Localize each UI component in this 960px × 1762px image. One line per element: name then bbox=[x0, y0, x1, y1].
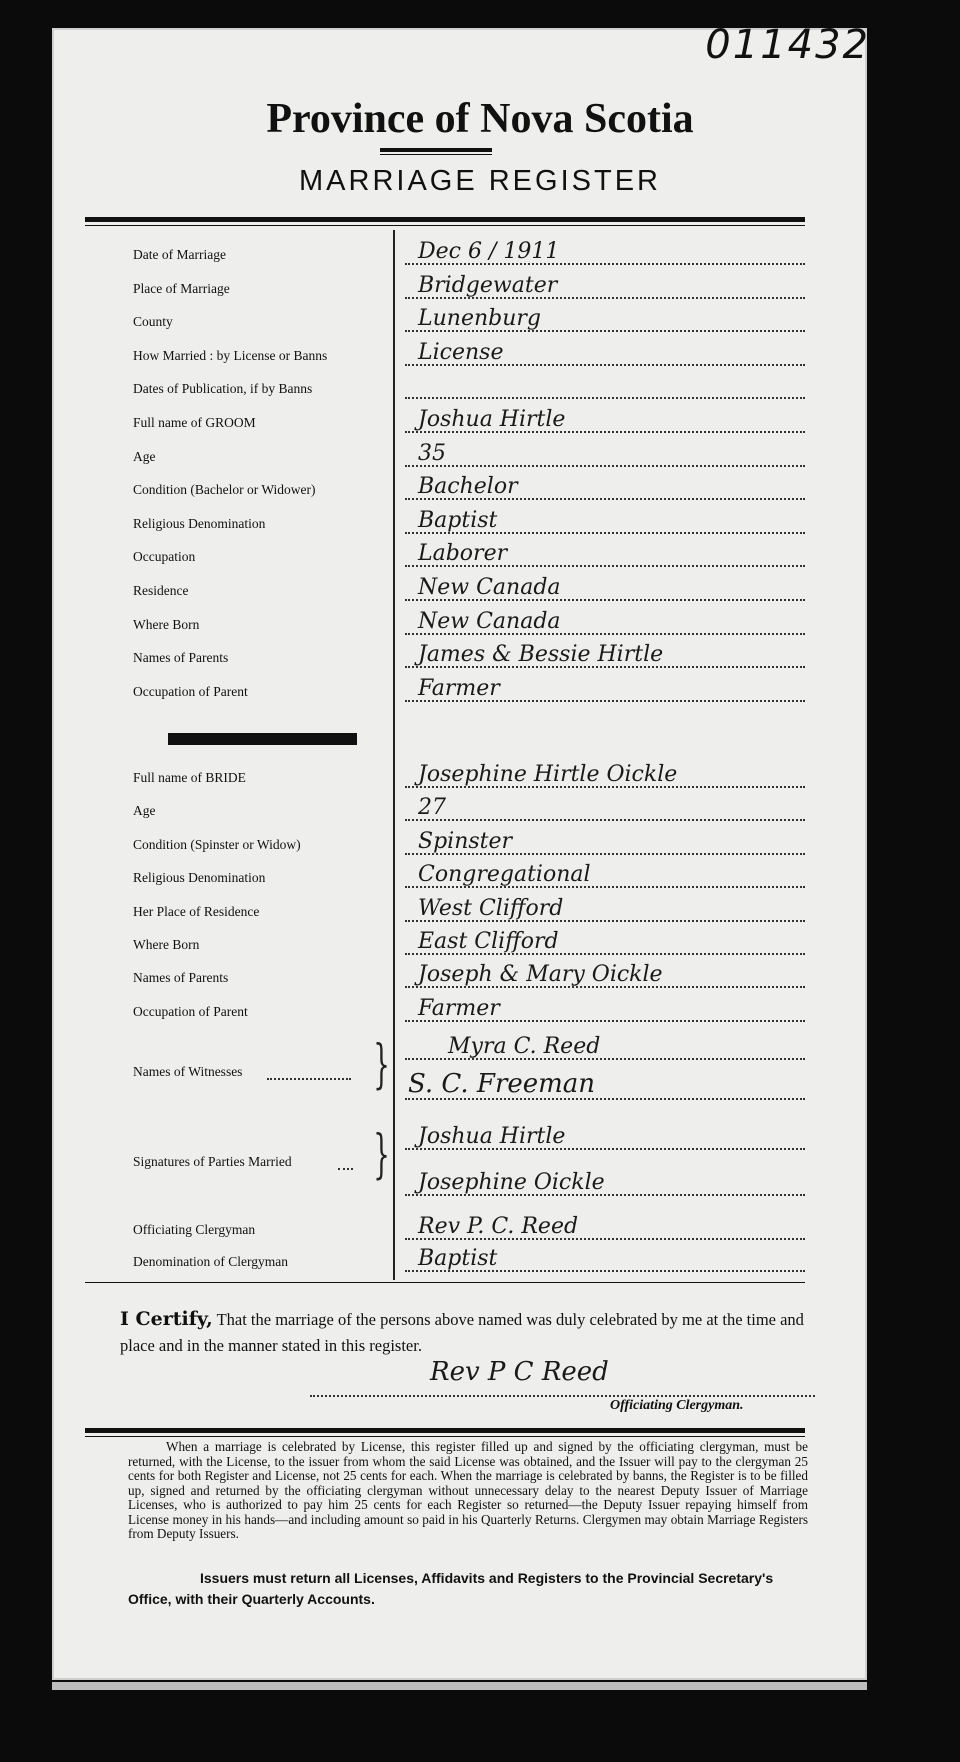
field-value: Rev P. C. Reed bbox=[418, 1214, 579, 1239]
field-label: Where Born bbox=[133, 937, 200, 952]
field-label: Officiating Clergyman bbox=[133, 1222, 256, 1237]
signature-line bbox=[310, 1395, 815, 1397]
field-label: Where Born bbox=[133, 616, 200, 632]
field-value: License bbox=[418, 339, 504, 365]
form-title: Province of Nova Scotia bbox=[266, 96, 694, 142]
field-label: Date of Marriage bbox=[133, 247, 226, 262]
entry-line bbox=[405, 819, 805, 821]
bride-field-row bbox=[133, 828, 805, 855]
groom-field-row bbox=[133, 642, 805, 668]
certify-text: That the marriage of the persons above named was duly celebrated by me at the time and place and in the manner stated in this register. bbox=[120, 1310, 804, 1355]
field-label: Occupation of Parent bbox=[133, 1003, 248, 1019]
field-value: Baptist bbox=[418, 1246, 498, 1271]
notes-rule-thin bbox=[85, 1436, 805, 1437]
field-value: New Canada bbox=[418, 575, 561, 600]
field-value: 27 bbox=[418, 795, 446, 821]
field-value: Joseph & Mary Oickle bbox=[418, 962, 663, 988]
field-label: Religious Denomination bbox=[133, 515, 266, 531]
form-subtitle: MARRIAGE REGISTER bbox=[299, 165, 661, 197]
field-value: New Canada bbox=[418, 608, 561, 634]
field-label: Full name of BRIDE bbox=[133, 770, 246, 785]
bride-field-row bbox=[133, 929, 805, 955]
field-value: 35 bbox=[418, 440, 446, 466]
groom-field-row bbox=[133, 407, 805, 433]
field-label: Full name of GROOM bbox=[133, 415, 256, 430]
field-value: Bridgewater bbox=[418, 272, 558, 298]
notes-rule bbox=[85, 1428, 805, 1433]
bride-field-row bbox=[133, 795, 805, 821]
clergy-field-row bbox=[133, 1214, 805, 1240]
field-value: James & Bessie Hirtle bbox=[418, 642, 664, 668]
header-rule-thin bbox=[85, 225, 805, 226]
witnesses-brace: } bbox=[373, 1035, 390, 1095]
field-value: Lunenburg bbox=[418, 306, 541, 332]
party-2-row bbox=[133, 1170, 805, 1196]
groom-field-row bbox=[133, 675, 805, 702]
field-label: Occupation bbox=[133, 549, 196, 565]
party-2-signature: Josephine Oickle bbox=[418, 1170, 605, 1195]
field-label: Signatures of Parties Married bbox=[133, 1154, 292, 1169]
field-value: Farmer bbox=[418, 675, 500, 701]
groom-field-row bbox=[133, 440, 805, 467]
register-number: 011432 bbox=[705, 22, 870, 68]
groom-field-row bbox=[133, 239, 805, 265]
field-value: Laborer bbox=[418, 541, 508, 567]
field-label: Age bbox=[133, 803, 156, 819]
field-value: Dec 6 / 1911 bbox=[418, 239, 560, 264]
clergyman-signature: Rev P C Reed bbox=[430, 1357, 609, 1387]
clergy-field-row bbox=[133, 1246, 805, 1272]
bride-field-row bbox=[133, 862, 805, 888]
field-label: Names of Parents bbox=[133, 650, 229, 666]
certification-paragraph bbox=[120, 1306, 810, 1359]
field-value: Baptist bbox=[418, 507, 498, 533]
groom-field-row bbox=[133, 379, 805, 399]
party-1-signature: Joshua Hirtle bbox=[418, 1124, 566, 1149]
parties-row bbox=[133, 1152, 805, 1172]
paper-edge bbox=[52, 1682, 867, 1690]
certify-lead: I Certify, bbox=[120, 1308, 213, 1330]
issuers-notice: Issuers must return all Licenses, Affidavits and Registers to the Provincial Secretary's Office, with their Quarterly Accounts. bbox=[128, 1570, 774, 1607]
field-label: Denomination of Clergyman bbox=[133, 1254, 288, 1269]
field-label: Dates of Publication, if by Banns bbox=[133, 381, 313, 397]
field-label: Condition (Bachelor or Widower) bbox=[133, 482, 316, 498]
field-label: Her Place of Residence bbox=[133, 903, 260, 919]
field-label: Residence bbox=[133, 583, 189, 598]
witness-1-row bbox=[133, 1034, 805, 1060]
title-ornament-rule-thin bbox=[380, 154, 492, 155]
groom-field-row bbox=[133, 541, 805, 567]
leader-dots bbox=[338, 1166, 353, 1170]
bride-field-row bbox=[133, 962, 805, 988]
groom-field-row bbox=[133, 507, 805, 534]
parties-brace: } bbox=[373, 1125, 390, 1185]
title-ornament-rule bbox=[380, 148, 492, 152]
witness-2-signature: S. C. Freeman bbox=[408, 1069, 596, 1099]
bride-field-row bbox=[133, 995, 805, 1022]
groom-field-row bbox=[133, 339, 805, 366]
field-value: Bachelor bbox=[418, 474, 518, 500]
field-label: Occupation of Parent bbox=[133, 683, 248, 699]
field-value: Josephine Hirtle Oickle bbox=[418, 762, 678, 787]
bride-field-row bbox=[133, 762, 805, 788]
field-label: Names of Witnesses bbox=[133, 1064, 243, 1079]
groom-field-row bbox=[133, 474, 805, 500]
field-label: County bbox=[133, 314, 173, 330]
signature-caption: Officiating Clergyman. bbox=[610, 1398, 744, 1413]
field-label: Place of Marriage bbox=[133, 280, 230, 296]
bride-field-row bbox=[133, 895, 805, 922]
field-value: Farmer bbox=[418, 995, 500, 1021]
field-value: Joshua Hirtle bbox=[418, 407, 566, 432]
field-value: East Clifford bbox=[418, 929, 559, 954]
field-label: Names of Parents bbox=[133, 970, 229, 986]
groom-field-row bbox=[133, 272, 805, 299]
field-value: Spinster bbox=[418, 828, 513, 854]
entry-line bbox=[405, 397, 805, 399]
field-label: Age bbox=[133, 448, 156, 464]
party-1-row bbox=[133, 1124, 805, 1150]
field-value: Congregational bbox=[418, 862, 591, 888]
groom-field-row bbox=[133, 575, 805, 601]
instructions-paragraph: When a marriage is celebrated by License, this register filled up and signed by the officiating clergyman, must be returned, with the License, to the issuer from whom the said License was obtained, and the Issuer will pay to the clergyman 25 cents for both Register and License, not 25 cents for each. When the marriage is celebrated by banns, the Register is to be filled up, signed and returned by the officiating clergyman without unnecessary delay to the nearest Deputy Issuer of Marriage Licenses, who is authorized to pay him 25 cents for each Register so returned—the Deputy Issuer repaying himself from License money in his hands—and including amount so paid in his Quarterly Returns. Clergymen may obtain Marriage Registers from Deputy Issuers. bbox=[128, 1439, 808, 1541]
field-label: How Married : by License or Banns bbox=[133, 347, 328, 363]
header-rule bbox=[85, 217, 805, 222]
field-label: Condition (Spinster or Widow) bbox=[133, 836, 301, 852]
groom-field-row bbox=[133, 608, 805, 635]
certify-top-rule bbox=[85, 1282, 805, 1283]
entry-line bbox=[405, 465, 805, 467]
field-value: West Clifford bbox=[418, 895, 564, 921]
witness-1-signature: Myra C. Reed bbox=[448, 1034, 601, 1059]
bride-section-bar bbox=[168, 733, 357, 745]
field-label: Religious Denomination bbox=[133, 870, 266, 886]
groom-field-row bbox=[133, 306, 805, 332]
